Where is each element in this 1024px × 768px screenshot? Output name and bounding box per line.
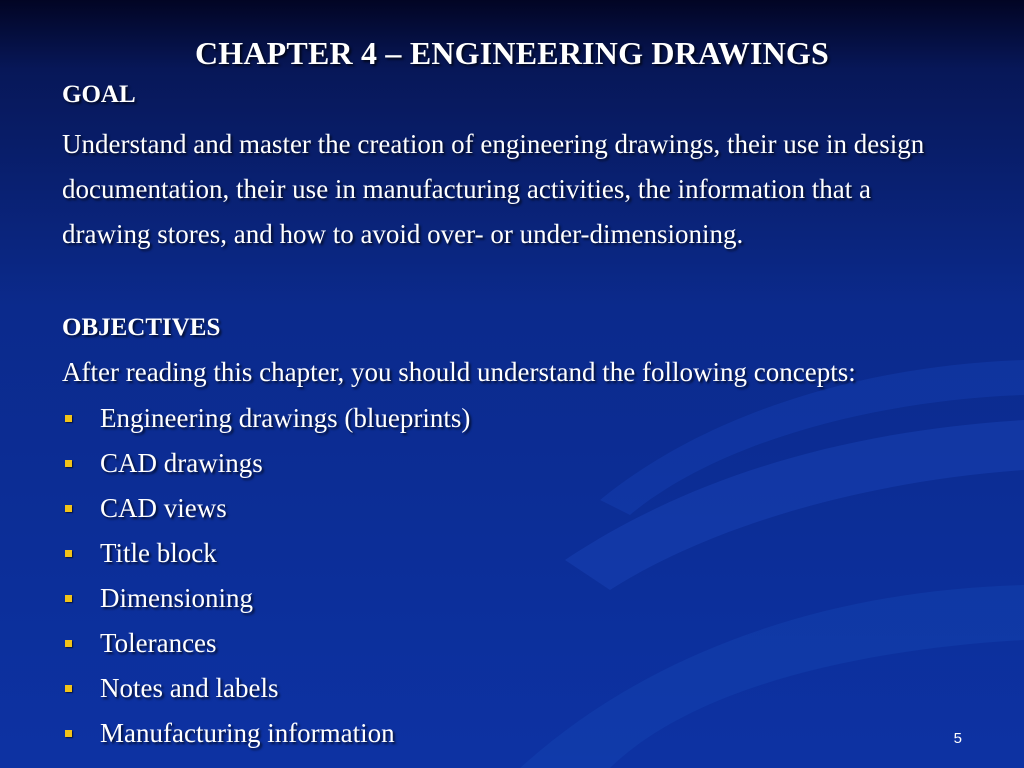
square-bullet-icon bbox=[65, 550, 72, 557]
square-bullet-icon bbox=[65, 415, 72, 422]
concept-bullet-item bbox=[62, 626, 470, 671]
square-bullet-icon bbox=[65, 595, 72, 602]
square-bullet-icon bbox=[65, 640, 72, 647]
concept-bullet-item bbox=[62, 536, 470, 581]
page-number: 5 bbox=[953, 730, 962, 747]
concepts-bullet-list bbox=[62, 401, 470, 761]
goal-heading: GOAL bbox=[62, 81, 136, 108]
concept-label: CAD views bbox=[100, 493, 227, 523]
concept-label: Manufacturing information bbox=[100, 718, 395, 748]
concept-bullet-item bbox=[62, 716, 470, 761]
slide-title: CHAPTER 4 – ENGINEERING DRAWINGS bbox=[194, 35, 830, 71]
square-bullet-icon bbox=[65, 730, 72, 737]
goal-paragraph: Understand and master the creation of engineering drawings, their use in design documentation, their use in manufacturing activities, the information that a drawing stores, and how to avoid over- or under-dimensioning. bbox=[62, 129, 925, 249]
concept-label: CAD drawings bbox=[100, 448, 263, 478]
objectives-heading: OBJECTIVES bbox=[62, 314, 221, 341]
square-bullet-icon bbox=[65, 505, 72, 512]
concept-label: Title block bbox=[100, 538, 217, 568]
concept-label: Notes and labels bbox=[100, 673, 279, 703]
concept-label: Engineering drawings (blueprints) bbox=[100, 403, 471, 433]
concept-bullet-item bbox=[62, 446, 470, 491]
objectives-intro: After reading this chapter, you should understand the following concepts: bbox=[62, 357, 856, 387]
concept-bullet-item bbox=[62, 491, 470, 536]
concept-bullet-item bbox=[62, 671, 470, 716]
concept-label: Tolerances bbox=[100, 628, 217, 658]
concept-label: Dimensioning bbox=[100, 583, 253, 613]
square-bullet-icon bbox=[65, 685, 72, 692]
concept-bullet-item bbox=[62, 401, 470, 446]
concept-bullet-item bbox=[62, 581, 470, 626]
square-bullet-icon bbox=[65, 460, 72, 467]
